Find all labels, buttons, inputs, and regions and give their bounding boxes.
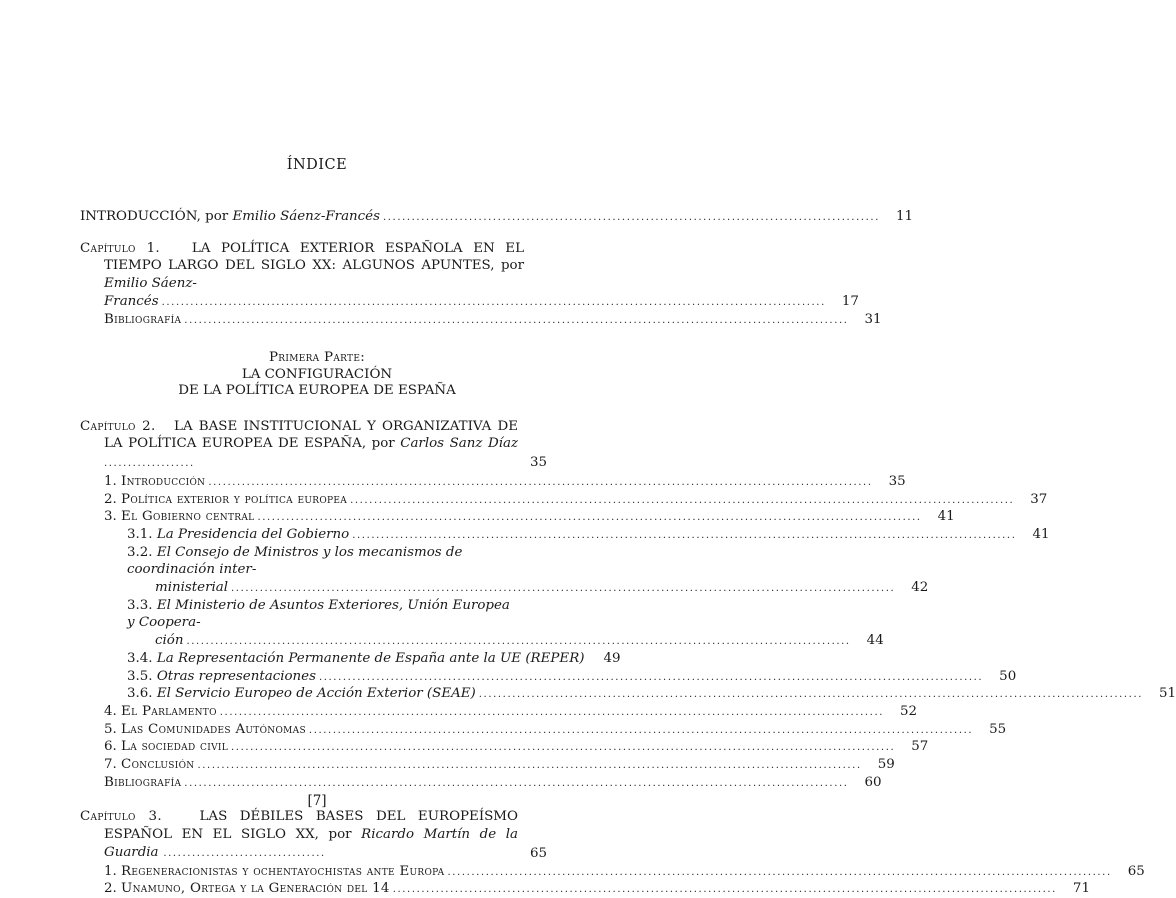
dot-leader: ........................................................................................................................................... [231, 583, 896, 595]
cap3-author: Ricardo Martín de la Guardia [104, 827, 518, 860]
item-label: La Presidencia del Gobierno [156, 526, 350, 542]
cap1-author-a: Emilio Sáenz- [104, 276, 197, 292]
dot-leader: ........................................................................................................................................... [478, 689, 1144, 701]
part-title-line2: DE LA POLÍTICA EUROPEA DE ESPAÑA [178, 383, 456, 399]
page-number: [7] [307, 793, 327, 809]
item-label: ción [155, 633, 184, 649]
cap2-biblio-page: 60 [864, 774, 882, 790]
toc-item [80, 738, 929, 756]
cap2-head: Capítulo 2. [80, 418, 156, 434]
toc-subentry [80, 597, 884, 650]
item-label: El Gobierno central [121, 509, 255, 525]
item-number: 3.1. [127, 526, 157, 542]
item-label: Política exterior y política europea [121, 491, 348, 507]
item-page: 51 [1158, 686, 1176, 702]
item-label: Otras representaciones [156, 668, 316, 684]
dot-leader: ........................................................................................................................................... [208, 476, 873, 488]
toc-item [80, 721, 1007, 739]
item-label: El Consejo de Ministros y los mecanismos de coordinación inter- [127, 544, 463, 578]
toc-entry-introduccion [80, 208, 913, 226]
toc-item [80, 508, 955, 526]
item-label: ministerial [155, 580, 229, 596]
dot-leader: ........................................................................................................................................... [392, 884, 1057, 896]
item-page: 55 [989, 721, 1007, 737]
toc-subentry [80, 544, 929, 597]
toc-item [80, 880, 1090, 898]
dot-leader: ........................................................................................................................................... [308, 724, 974, 736]
item-page: 44 [866, 633, 884, 649]
toc-item [80, 491, 1048, 509]
cap1-page: 17 [841, 293, 859, 309]
item-number: 5. [104, 721, 122, 737]
toc-item [80, 703, 918, 721]
index-title: ÍNDICE [286, 157, 348, 173]
toc-subentry [80, 650, 621, 668]
toc-item [80, 756, 895, 774]
cap1-author-b: Francés [104, 293, 159, 309]
cap1-author-line [80, 293, 859, 311]
dot-leader: ........................................................................................................................................... [184, 777, 849, 789]
item-label: Las Comunidades Autónomas [121, 721, 306, 737]
item-number: 7. [104, 757, 122, 773]
dot-leader: ........................................................................................................................................... [447, 866, 1112, 878]
cap1-text: LA POLÍTICA EXTERIOR ESPAÑOLA EN EL TIEMPO LARGO DEL SIGLO XX: ALGUNOS APUNTES, por [104, 240, 524, 274]
item-page: 71 [1072, 881, 1090, 897]
item-page: 41 [937, 509, 955, 525]
dot-leader: ........................................................................................................................................... [197, 760, 862, 772]
toc-subentry-cont [80, 632, 884, 650]
cap1-biblio-label: Bibliografía [104, 311, 182, 327]
toc-subentry [80, 668, 1017, 686]
item-label: Unamuno, Ortega y la Generación del 14 [121, 881, 390, 897]
dot-leader: ........................................................................................................................................... [231, 742, 896, 754]
toc-entry-capitulo-2: Capítulo 2. LA BASE INSTITUCIONAL Y ORGANIZATIVA DE LA POLÍTICA EUROPEA DE ESPAÑA, por Carlos Sanz Díaz ................... 35 [80, 418, 548, 471]
item-page: 35 [888, 473, 906, 489]
item-number: 3.5. [127, 668, 157, 684]
item-page: 50 [999, 668, 1017, 684]
cap1-head: Capítulo 1. [80, 240, 160, 256]
item-number: 2. [104, 881, 122, 897]
dot-leader: ........................................................................................................................................... [161, 296, 826, 308]
item-number: 1. [104, 863, 122, 879]
item-label: Introducción [121, 473, 206, 489]
item-number: 1. [104, 473, 122, 489]
cap3-head: Capítulo 3. [80, 809, 162, 825]
item-label: Conclusión [121, 757, 195, 773]
part-heading [80, 350, 554, 400]
dot-leader: ........................................................................................................................................... [186, 636, 851, 648]
cap2-biblio-label: Bibliografía [104, 774, 182, 790]
toc-item [80, 863, 1145, 881]
cap1-bibliografia [80, 311, 882, 329]
item-number: 3.2. [127, 544, 157, 560]
dot-leader: ........................................................................................................................................... [257, 512, 922, 524]
toc-entry-capitulo-3: Capítulo 3. LAS DÉBILES BASES DEL EUROPEÍSMO ESPAÑOL EN EL SIGLO XX, por Ricardo Martín de la Guardia .................................. 65 [80, 809, 548, 861]
toc-subentry-cont [80, 579, 929, 597]
part-title-line1: LA CONFIGURACIÓN [241, 366, 393, 382]
cap3-text: LAS DÉBILES BASES DEL EUROPEÍSMO ESPAÑOL EN EL SIGLO XX, por [104, 809, 518, 843]
dot-leader: ........................................................................................................ [382, 212, 880, 223]
item-label: El Servicio Europeo de Acción Exterior (SEAE) [156, 686, 476, 702]
dot-leader: ........................................................................................................................................... [219, 706, 885, 718]
item-page: 59 [877, 757, 895, 773]
item-page: 57 [911, 739, 929, 755]
toc-subentry [80, 526, 1050, 544]
item-page: 42 [911, 580, 929, 596]
item-label: Regeneracionistas y ochentayochistas ante Europa [121, 863, 445, 879]
item-label: El Ministerio de Asuntos Exteriores, Unión Europea y Coopera- [127, 597, 510, 631]
cap2-author: Carlos Sanz Díaz [400, 436, 518, 452]
item-page: 41 [1032, 526, 1050, 542]
item-label: El Parlamento [121, 703, 217, 719]
part-label: Primera Parte: [268, 350, 366, 366]
item-label: La Representación Permanente de España ante la UE (REPER) [156, 650, 585, 666]
item-number: 2. [104, 491, 122, 507]
item-page: 37 [1030, 491, 1048, 507]
intro-page: 11 [895, 209, 913, 224]
toc-entry-capitulo-1 [80, 240, 554, 293]
item-page: 65 [1127, 863, 1145, 879]
item-number: 6. [104, 739, 122, 755]
cap2-bibliografia [80, 774, 882, 792]
toc-subentry [80, 685, 1176, 703]
intro-label: INTRODUCCIÓN, por [80, 209, 233, 224]
intro-author: Emilio Sáenz-Francés [232, 209, 380, 224]
item-number: 3. [104, 509, 122, 525]
dot-leader: ........................................................................................................................................... [184, 314, 849, 326]
item-number: 4. [104, 703, 122, 719]
item-number: 3.3. [127, 597, 157, 613]
dot-leader: ........................................................................................................................................... [352, 529, 1017, 541]
dot-leader: ........................................................................................................................................... [350, 494, 1015, 506]
item-label: La sociedad civil [121, 739, 229, 755]
item-number: 3.4. [127, 650, 157, 666]
cap1-biblio-page: 31 [864, 311, 882, 327]
item-page: 49 [603, 650, 621, 666]
dot-leader: ........................................................................................................................................... [318, 671, 984, 683]
toc-item [80, 473, 906, 491]
item-page: 52 [899, 703, 918, 719]
cap2-text: LA BASE INSTITUCIONAL Y ORGANIZATIVA DE LA POLÍTICA EUROPEA DE ESPAÑA, por [104, 418, 518, 452]
item-number: 3.6. [127, 686, 157, 702]
